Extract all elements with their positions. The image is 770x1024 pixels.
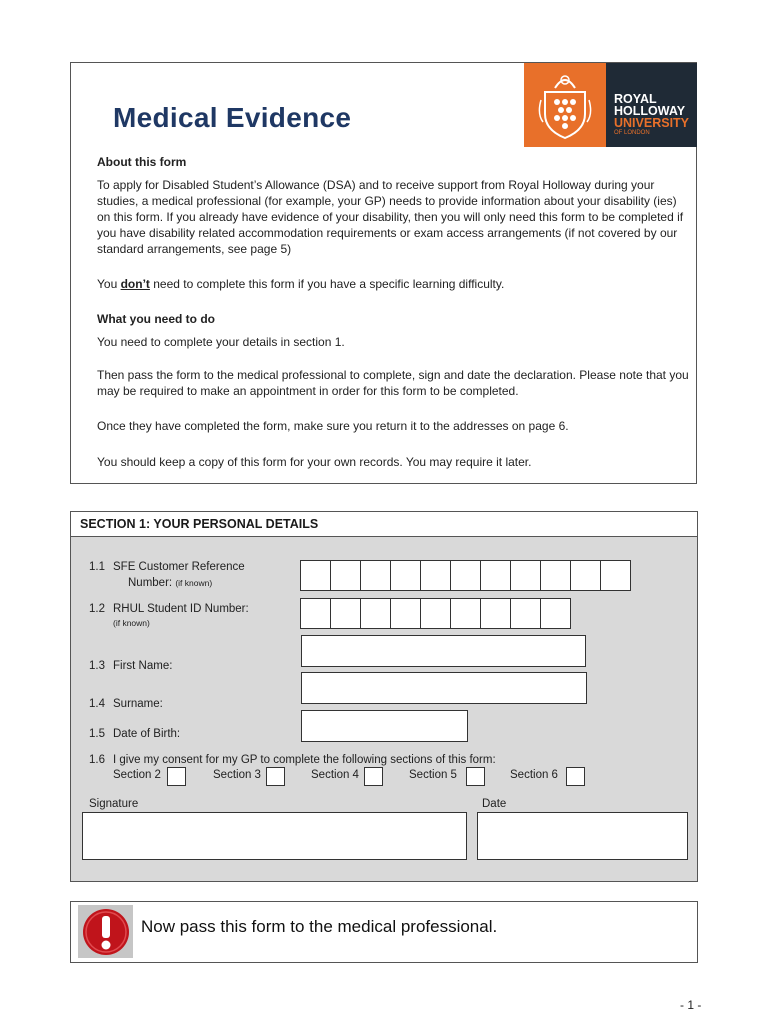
sfe-cell[interactable] <box>360 560 391 591</box>
sfe-cell[interactable] <box>450 560 481 591</box>
student-id-cells[interactable] <box>301 598 571 629</box>
what-paragraph-1: You need to complete your details in section 1. <box>97 335 345 349</box>
student-id-cell[interactable] <box>420 598 451 629</box>
sfe-reference-cells[interactable] <box>301 560 631 591</box>
q4-number: 1.4 <box>89 698 105 710</box>
signature-label: Signature <box>89 798 139 810</box>
what-paragraph-3: Once they have completed the form, make sure you return it to the addresses on page 6. <box>97 419 569 433</box>
consent-section-6-label: Section 6 <box>510 769 558 781</box>
student-id-cell[interactable] <box>330 598 361 629</box>
section-1-header: SECTION 1: YOUR PERSONAL DETAILS <box>70 511 698 537</box>
student-id-cell[interactable] <box>510 598 541 629</box>
surname-field[interactable] <box>301 672 587 704</box>
first-name-field[interactable] <box>301 635 586 667</box>
signature-field[interactable] <box>82 812 467 860</box>
sfe-cell[interactable] <box>300 560 331 591</box>
what-heading: What you need to do <box>97 312 215 326</box>
q5-label: Date of Birth: <box>113 728 181 740</box>
logo-line-royal: ROYAL <box>614 92 657 106</box>
consent-section-4-checkbox[interactable] <box>364 767 383 786</box>
student-id-cell[interactable] <box>450 598 481 629</box>
page-title: Medical Evidence <box>113 102 352 133</box>
consent-section-3-label: Section 3 <box>213 769 261 781</box>
student-id-cell[interactable] <box>390 598 421 629</box>
q2-label: RHUL Student ID Number: <box>113 603 249 615</box>
q3-label: First Name: <box>113 660 173 672</box>
date-field[interactable] <box>477 812 688 860</box>
q1-label: SFE Customer Reference <box>113 561 245 573</box>
about-p2-post: need to complete this form if you have a specific learning difficulty. <box>149 277 505 291</box>
about-p2-pre: You <box>97 277 121 291</box>
what-paragraph-4: You should keep a copy of this form for your own records. You may require it later. <box>97 455 532 469</box>
logo-line-holloway: HOLLOWAY <box>614 104 686 118</box>
q4-label: Surname: <box>113 698 163 710</box>
sfe-cell[interactable] <box>480 560 511 591</box>
logo-line-university: UNIVERSITY <box>614 116 690 130</box>
student-id-cell[interactable] <box>360 598 391 629</box>
q1-label-number: Number: <box>128 577 173 589</box>
consent-section-5-label: Section 5 <box>409 769 457 781</box>
sfe-cell[interactable] <box>600 560 631 591</box>
consent-section-3-checkbox[interactable] <box>266 767 285 786</box>
about-paragraph-1: To apply for Disabled Student’s Allowance (DSA) and to receive support from Royal Holloway during your studies, a medical professional (for example, your GP) needs to provide information about your disability (ies) on this form. If you already have evidence of your disability, then you will only need this form to be completed if you have disability related accommodation requirements or exam access arrangements (if not covered by our standard arrangements, see page 5) <box>97 178 684 256</box>
consent-section-5-checkbox[interactable] <box>466 767 485 786</box>
about-heading: About this form <box>97 155 187 169</box>
q3-number: 1.3 <box>89 660 105 672</box>
logo-line-london: OF LONDON <box>614 130 650 136</box>
consent-section-6-checkbox[interactable] <box>566 767 585 786</box>
sfe-cell[interactable] <box>420 560 451 591</box>
q1-hint: (if known) <box>175 578 213 588</box>
sfe-cell[interactable] <box>540 560 571 591</box>
university-logo <box>524 63 697 147</box>
q6-number: 1.6 <box>89 754 105 766</box>
q1-number: 1.1 <box>89 561 105 573</box>
date-of-birth-field[interactable] <box>301 710 468 742</box>
callout-text: Now pass this form to the medical professional. <box>141 917 498 936</box>
consent-section-2-checkbox[interactable] <box>167 767 186 786</box>
sfe-cell[interactable] <box>570 560 601 591</box>
exclamation-icon <box>78 905 133 958</box>
sfe-cell[interactable] <box>510 560 541 591</box>
student-id-cell[interactable] <box>540 598 571 629</box>
consent-section-2-label: Section 2 <box>113 769 161 781</box>
q5-number: 1.5 <box>89 728 105 740</box>
sfe-cell[interactable] <box>330 560 361 591</box>
about-p2-emphasis: don’t <box>120 277 150 291</box>
student-id-cell[interactable] <box>480 598 511 629</box>
crest-icon <box>524 63 606 147</box>
student-id-cell[interactable] <box>300 598 331 629</box>
q6-label: I give my consent for my GP to complete the following sections of this form: <box>113 754 496 766</box>
q1-label-2 <box>128 577 212 589</box>
q2-hint: (if known) <box>113 618 150 628</box>
date-label: Date <box>482 798 507 810</box>
what-paragraph-2: Then pass the form to the medical professional to complete, sign and date the declaration. Please note that you may be required to make an appointment in order for this form to be completed. <box>97 368 689 398</box>
page-number: - 1 - <box>680 998 702 1012</box>
about-paragraph-2 <box>97 276 691 292</box>
logo-wordmark <box>606 63 697 147</box>
consent-section-4-label: Section 4 <box>311 769 359 781</box>
q2-number: 1.2 <box>89 603 105 615</box>
sfe-cell[interactable] <box>390 560 421 591</box>
